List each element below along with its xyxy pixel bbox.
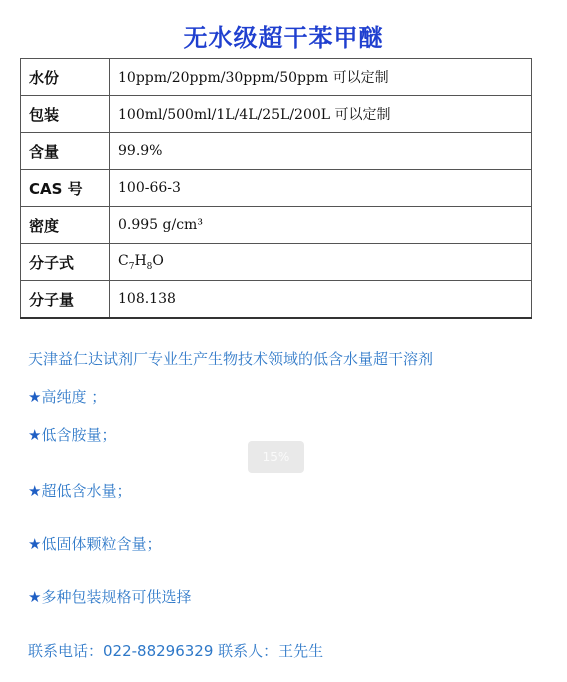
- table-row: [21, 207, 532, 244]
- contact-info: 联系电话：022-88296329 联系人：王先生: [28, 642, 324, 660]
- feature-text: 高纯度 ；: [41, 388, 107, 406]
- page-title: 无水级超干苯甲醚: [183, 24, 384, 52]
- row-value: 99.9%: [110, 133, 532, 170]
- star-icon: ★: [28, 535, 42, 553]
- star-icon: ★: [28, 426, 42, 444]
- feature-item: [28, 480, 131, 501]
- intro-text: 天津益仁达试剂厂专业生产生物技术领域的低含水量超干溶剂: [28, 350, 434, 368]
- loading-indicator: 15%: [248, 441, 304, 473]
- table-row: [21, 96, 532, 133]
- spec-table: [20, 58, 532, 319]
- table-row: [21, 281, 532, 319]
- row-value: 100-66-3: [110, 170, 532, 207]
- table-row: [21, 244, 532, 281]
- feature-text: 多种包装规格可供选择: [41, 588, 192, 606]
- row-value: 10ppm/20ppm/30ppm/50ppm 可以定制: [110, 59, 532, 96]
- row-value: 0.995 g/cm³: [110, 207, 532, 244]
- table-row: [21, 59, 532, 96]
- star-icon: ★: [28, 588, 42, 606]
- feature-text: 低含胺量；: [41, 426, 117, 444]
- row-key: 含量: [21, 133, 110, 170]
- row-key: CAS 号: [21, 170, 110, 207]
- formula-h-count: 8: [146, 261, 153, 272]
- row-value: 108.138: [110, 281, 532, 319]
- table-row: [21, 170, 532, 207]
- star-icon: ★: [28, 482, 42, 500]
- row-key: 包装: [21, 96, 110, 133]
- feature-item: [28, 586, 191, 607]
- feature-item: [28, 424, 116, 445]
- row-key: 密度: [21, 207, 110, 244]
- molecular-formula: [110, 244, 532, 281]
- row-key: 分子量: [21, 281, 110, 319]
- formula-h: H: [134, 252, 147, 269]
- feature-text: 低固体颗粒含量；: [41, 535, 162, 553]
- formula-o: O: [152, 252, 164, 269]
- row-value: 100ml/500ml/1L/4L/25L/200L 可以定制: [110, 96, 532, 133]
- feature-item: [28, 386, 106, 407]
- row-key: 分子式: [21, 244, 110, 281]
- feature-item: [28, 533, 161, 554]
- row-key: 水份: [21, 59, 110, 96]
- feature-text: 超低含水量；: [41, 482, 132, 500]
- formula-c-count: 7: [128, 261, 135, 272]
- table-row: [21, 133, 532, 170]
- star-icon: ★: [28, 388, 42, 406]
- formula-c: C: [118, 252, 129, 269]
